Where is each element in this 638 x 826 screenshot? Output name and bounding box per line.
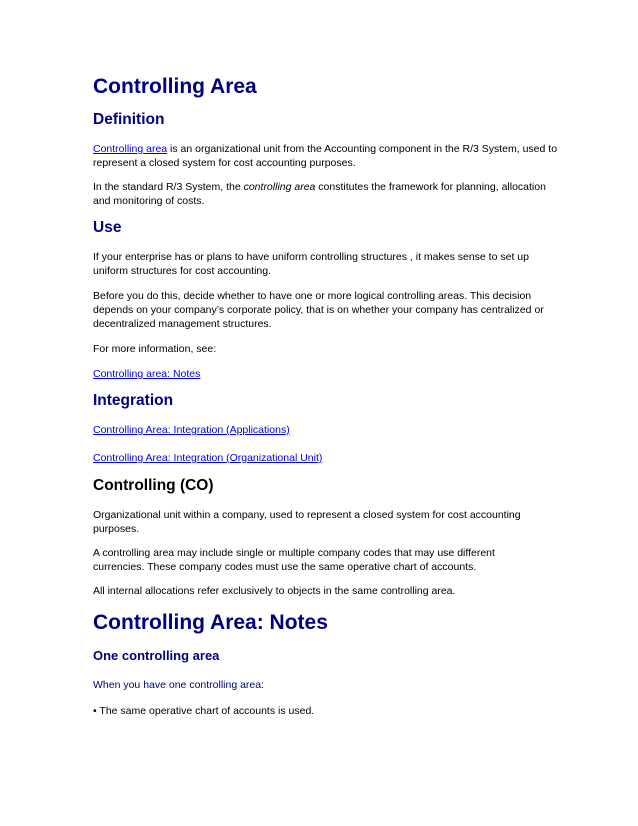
integration-organizational-unit-link[interactable]: Controlling Area: Integration (Organizational Unit): [93, 452, 323, 464]
use-paragraph-3: For more information, see:: [93, 343, 217, 355]
co-paragraph-2: A controlling area may include single or multiple company codes that may use different currencies. These company codes must use the same operative chart of accounts.: [93, 547, 495, 573]
integration-link-1-paragraph: [93, 423, 290, 437]
notes-heading: Controlling Area: Notes: [93, 611, 328, 634]
page-title: Controlling Area: [93, 75, 257, 98]
integration-applications-link[interactable]: Controlling Area: Integration (Applications): [93, 424, 290, 436]
notes-bullet-item: • The same operative chart of accounts is used.: [93, 705, 315, 717]
bullet-icon: •: [93, 705, 97, 717]
definition-paragraph-1: Controlling area is an organizational unit from the Accounting component in the R/3 System, used to represent a closed system for cost accounting purposes.: [93, 143, 558, 169]
controlling-area-link[interactable]: Controlling area: [93, 143, 168, 155]
co-paragraph-3: All internal allocations refer exclusively to objects in the same controlling area.: [93, 585, 456, 597]
controlling-co-heading: Controlling (CO): [93, 477, 214, 494]
controlling-area-notes-link[interactable]: Controlling area: Notes: [93, 368, 201, 380]
definition-heading: Definition: [93, 111, 165, 128]
use-link-paragraph: [93, 367, 200, 381]
co-paragraph-1: Organizational unit within a company, used to represent a closed system for cost accounting purposes.: [93, 509, 521, 535]
definition-paragraph-2: In the standard R/3 System, the controlling area constitutes the framework for planning, allocation and monitoring of costs.: [93, 181, 546, 207]
integration-heading: Integration: [93, 392, 174, 409]
use-heading: Use: [93, 219, 122, 236]
one-controlling-area-heading: One controlling area: [93, 648, 220, 663]
notes-intro: When you have one controlling area:: [93, 679, 265, 691]
integration-link-2-paragraph: [93, 451, 322, 465]
use-paragraph-1: If your enterprise has or plans to have uniform controlling structures , it makes sense to set up uniform structures for cost accounting.: [93, 251, 529, 277]
use-paragraph-2: Before you do this, decide whether to have one or more logical controlling areas. This decision depends on your company’s corporate policy, that is on whether your company has centralized or decentralized management structures.: [93, 290, 544, 330]
